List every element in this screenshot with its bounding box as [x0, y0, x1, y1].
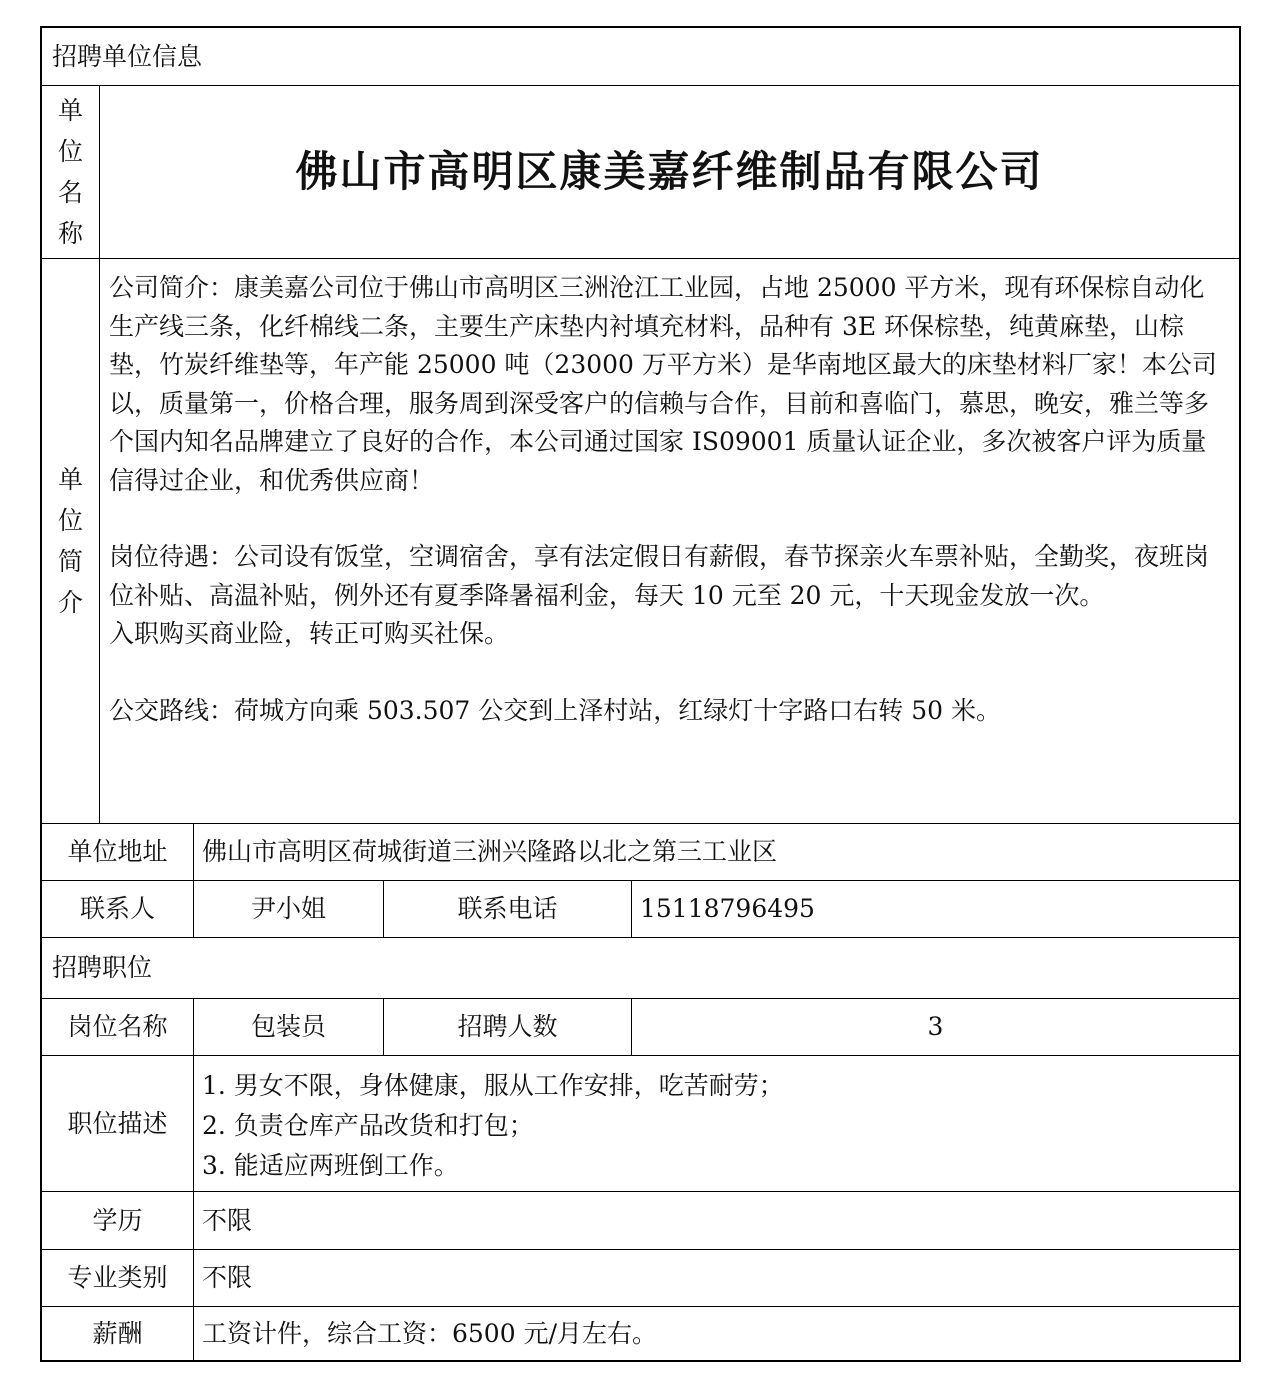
salary-row [42, 1307, 1239, 1360]
description-label: 职位描述 [42, 1056, 194, 1191]
company-intro-label-char: 单 [57, 465, 83, 494]
section-positions-title: 招聘职位 [52, 953, 153, 982]
company-name-label-char: 单 [57, 96, 83, 125]
headcount-label: 招聘人数 [384, 999, 632, 1055]
section-positions-row [42, 938, 1239, 999]
company-name-row [42, 86, 1239, 259]
education-row [42, 1192, 1239, 1250]
company-name: 佛山市高明区康美嘉纤维制品有限公司 [295, 146, 1044, 196]
education-label: 学历 [42, 1192, 194, 1249]
insurance-text: 入职购买商业险，转正可购买社保。 [109, 619, 510, 648]
contact-value: 尹小姐 [194, 881, 384, 937]
company-intro-label-char: 介 [57, 588, 83, 617]
contact-label: 联系人 [42, 881, 194, 937]
position-label: 岗位名称 [42, 999, 194, 1055]
company-name-label-char: 位 [57, 137, 83, 166]
company-name-label-char: 名 [57, 178, 83, 207]
company-intro-row [42, 259, 1239, 824]
position-row [42, 999, 1239, 1056]
company-intro-label-char: 位 [57, 506, 83, 535]
address-label: 单位地址 [42, 824, 194, 880]
recruitment-form [40, 26, 1241, 1362]
position-value: 包装员 [194, 999, 384, 1055]
description-item: 2. 负责仓库产品改货和打包； [202, 1111, 534, 1140]
description-list [194, 1056, 1239, 1191]
salary-value: 工资计件，综合工资：6500 元/月左右。 [202, 1318, 657, 1348]
company-intro-label-char: 简 [57, 547, 83, 576]
phone-label: 联系电话 [384, 881, 632, 937]
company-name-label-char: 称 [57, 219, 83, 248]
company-intro-cell [100, 259, 1239, 823]
headcount-value: 3 [927, 1012, 944, 1041]
company-name-cell [100, 86, 1239, 258]
company-intro-label [42, 259, 100, 823]
major-row [42, 1250, 1239, 1307]
section-company-row [42, 28, 1239, 86]
address-value: 佛山市高明区荷城街道三洲兴隆路以北之第三工业区 [202, 837, 778, 866]
contact-row [42, 881, 1239, 938]
company-name-label [42, 86, 100, 258]
salary-label: 薪酬 [42, 1307, 194, 1360]
education-value: 不限 [202, 1205, 253, 1235]
description-row [42, 1056, 1239, 1192]
phone-value: 15118796495 [640, 894, 815, 923]
address-row [42, 824, 1239, 881]
bus-route-text: 公交路线：荷城方向乘 503.507 公交到上泽村站，红绿灯十字路口右转 50 米。 [109, 695, 1001, 725]
major-value: 不限 [202, 1263, 253, 1292]
job-benefits-text: 岗位待遇：公司设有饭堂，空调宿舍，享有法定假日有薪假，春节探亲火车票补贴，全勤奖，夜班岗位补贴、高温补贴，例外还有夏季降暑福利金，每天 10 元至 20 元，十天现金发放一次。 [109, 542, 1210, 610]
major-label: 专业类别 [42, 1250, 194, 1306]
section-company-title: 招聘单位信息 [52, 41, 203, 71]
company-profile-text: 公司简介：康美嘉公司位于佛山市高明区三洲沧江工业园，占地 25000 平方米，现有环保棕自动化生产线三条，化纤棉线二条，主要生产床垫内衬填充材料，品种有 3E 环保棕垫，纯黄麻垫，山棕垫，竹炭纤维垫等，年产能 25000 吨（23000 万平方米）是华南地区最大的床垫材料厂家！本公司以，质量第一，价格合理，服务周到深受客户的信赖与合作，目前和喜临门，慕思，晚安，雅兰等多个国内知名品牌建立了良好的合作，本公司通过国家 IS09001 质量认证企业，多次被客户评为质量信得过企业，和优秀供应商！ [109, 273, 1217, 495]
description-item: 1. 男女不限，身体健康，服从工作安排，吃苦耐劳； [202, 1071, 784, 1100]
description-item: 3. 能适应两班倒工作。 [202, 1151, 459, 1180]
